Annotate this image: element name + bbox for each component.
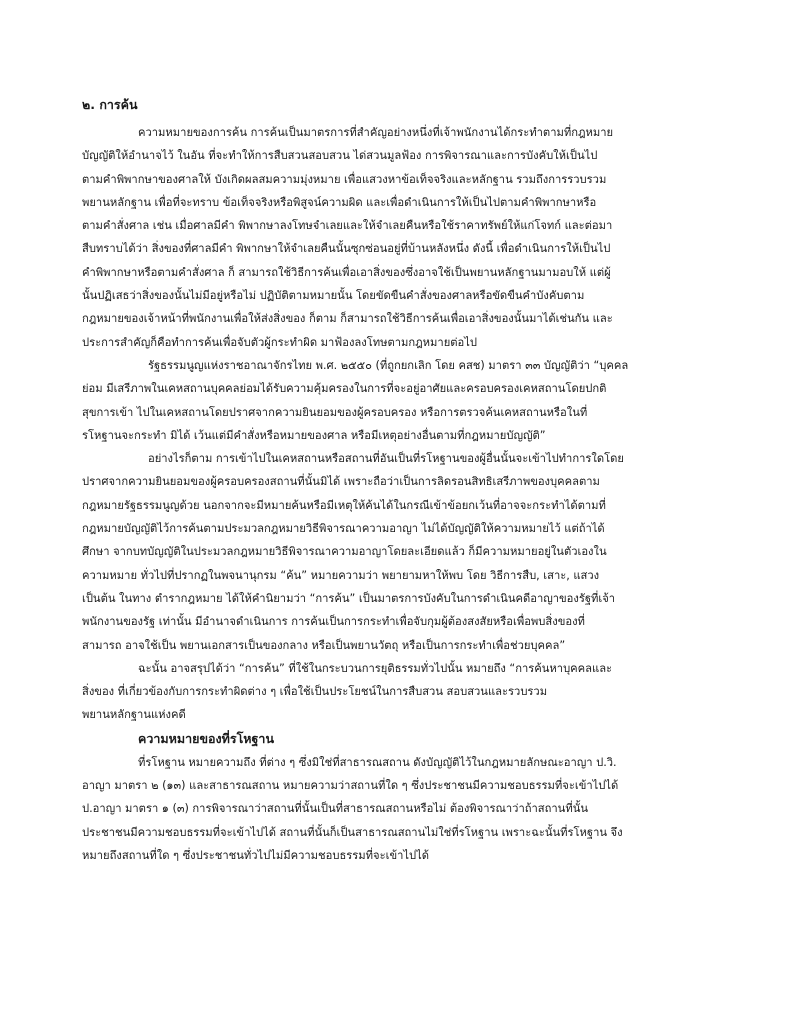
paragraph-line: สุขการเข้า ไปในเคหสถานโดยปราศจากความยินยอมของผู้ครอบครอง หรือการตรวจค้นเคหสถานหรือในที่ [82, 405, 588, 419]
paragraph-line: สืบทราบได้ว่า สิ่งของที่ศาลมีคำ พิพากษาให้จำเลยคืนนั้นซุกซ่อนอยู่ที่บ้านหลังหนึ่ง ดังนี้ เพื่อดำเนินการให้เป็นไป [82, 242, 611, 256]
paragraph-line: รโหฐานจะกระทำ มิได้ เว้นแต่มีคำสั่งหรือหมายของศาล หรือมีเหตุอย่างอื่นตามที่กฎหมายบัญญัติ” [82, 428, 546, 442]
final-paragraph-container [82, 751, 702, 867]
paragraph-line: พยานหลักฐานแห่งคดี [82, 708, 186, 722]
paragraph-line: หมายถึงสถานที่ใด ๆ ซึ่งประชาชนทั่วไปไม่มีความชอบธรรมที่จะเข้าไปได้ [82, 848, 429, 862]
subsection-heading: ความหมายของที่รโหฐาน [138, 730, 274, 746]
document-page [82, 95, 702, 867]
paragraph-line: ความหมาย ทั่วไปที่ปรากฏในพจนานุกรม “ค้น” หมายความว่า พยายามหาให้พบ โดย วิธีการสืบ, เสาะ, แสวง [82, 568, 600, 582]
paragraph-line: กฎหมายของเจ้าหน้าที่พนักงานเพื่อให้ส่งสิ่งของ ก็ตาม ก็สามารถใช้วิธีการค้นเพื่อเอาสิ่งของนั้นมาได้เช่นกัน และ [82, 312, 613, 326]
paragraph-line: รัฐธรรมนูญแห่งราชอาณาจักรไทย พ.ศ. ๒๕๕๐ (ที่ถูกยกเลิก โดย คสช) มาตรา ๓๓ บัญญัติว่า “บุคคล [148, 358, 629, 372]
paragraph-line: ที่รโหฐาน หมายความถึง ที่ต่าง ๆ ซึ่งมิใช่ที่สาธารณสถาน ดังบัญญัติไว้ในกฎหมายลักษณะอาญา ป.วิ. [138, 755, 617, 769]
paragraph-line: พยานหลักฐาน เพื่อที่จะทราบ ข้อเท็จจริงหรือพิสูจน์ความผิด และเพื่อดำเนินการให้เป็นไปตามคำพิพากษาหรือ [82, 195, 597, 209]
paragraph-line: สิ่งของ ที่เกี่ยวข้องกับการกระทำผิดต่าง ๆ เพื่อใช้เป็นประโยชน์ในการสืบสวน สอบสวนและรวบรวม [82, 685, 548, 699]
paragraph-line: พนักงานของรัฐ เท่านั้น มีอำนาจดำเนินการ การค้นเป็นการกระทำเพื่อจับกุมผู้ต้องสงสัยหรือเพื่อพบสิ่งของที่ [82, 615, 585, 629]
paragraph-line: ฉะนั้น อาจสรุปได้ว่า “การค้น” ที่ใช้ในกระบวนการยุติธรรมทั่วไปนั้น หมายถึง “การค้นหาบุคคลและ [138, 661, 613, 675]
paragraph [82, 657, 702, 727]
paragraph-line: ประการสำคัญก็คือทำการค้นเพื่อจับตัวผู้กระทำผิด มาฟ้องลงโทษตามกฎหมายต่อไป [82, 335, 477, 349]
paragraph-line: ประชาชนมีความชอบธรรมที่จะเข้าไปได้ สถานที่นั้นก็เป็นสาธารณสถานไม่ใช่ที่รโหฐาน เพราะฉะนั้นที่รโหฐาน จึง [82, 825, 623, 839]
paragraph-line: เป็นต้น ในทาง ตำรากฎหมาย ได้ให้คำนิยามว่า “การค้น” เป็นมาตรการบังคับในการดำเนินคดีอาญาของรัฐที่เจ้า [82, 591, 616, 605]
paragraph-line: บัญญัติให้อำนาจไว้ ในอัน ที่จะทำให้การสืบสวนสอบสวน ได่สวนมูลฟ้อง การพิจารณาและการบังคับให้เป็นไป [82, 149, 598, 163]
body-paragraphs [82, 121, 702, 727]
paragraph-line: ตามคำสั่งศาล เช่น เมื่อศาลมีคำ พิพากษาลงโทษจำเลยและให้จำเลยคืนหรือใช้ราคาทรัพย์ให้แก่โจทก์ และต่อมา [82, 219, 613, 233]
paragraph-line: กฎหมายรัฐธรรมนูญด้วย นอกจากจะมีหมายค้นหรือมีเหตุให้ค้นได้ในกรณีเข้าข้อยกเว้นที่อาจจะกระทำได้ตามที่ [82, 498, 606, 512]
final-paragraph [82, 751, 702, 867]
paragraph-line: ความหมายของการค้น การค้นเป็นมาตรการที่สำคัญอย่างหนึ่งที่เจ้าพนักงานได้กระทำตามที่กฎหมาย [138, 126, 614, 139]
paragraph-line: ตามคำพิพากษาของศาลให้ บังเกิดผลสมความมุ่งหมาย เพื่อแสวงหาข้อเท็จจริงและหลักฐาน รวมถึงการรวบรวม [82, 172, 607, 186]
paragraph-line: ย่อม มีเสรีภาพในเคหสถานบุคคลย่อมได้รับความคุ้มครองในการที่จะอยู่อาศัยและครอบครองเคหสถานโดยปกติ [82, 382, 607, 396]
paragraph-line: ปราศจากความยินยอมของผู้ครอบครองสถานที่นั้นมิได้ เพราะถือว่าเป็นการลิดรอนสิทธิเสรีภาพของบุคคลตาม [82, 475, 600, 489]
paragraph [82, 447, 702, 657]
paragraph [82, 354, 702, 447]
paragraph-line: ศึกษา จากบทบัญญัติในประมวลกฎหมายวิธีพิจารณาความอาญาโดยละเอียดแล้ว ก็มีความหมายอยู่ในตัวเองใน [82, 545, 607, 559]
paragraph-line: สามารถ อาจใช้เป็น พยานเอกสารเป็นของกลาง หรือเป็นพยานวัตถุ หรือเป็นการกระทำเพื่อช่วยบุคคล” [82, 638, 566, 652]
paragraph-line: อย่างไรก็ตาม การเข้าไปในเคหสถานหรือสถานที่อันเป็นที่รโหฐานของผู้อื่นนั้นจะเข้าไปทำการใดโดย [148, 452, 624, 466]
paragraph-line: คำพิพากษาหรือตามคำสั่งศาล ก็ สามารถใช้วิธีการค้นเพื่อเอาสิ่งของซึ่งอาจใช้เป็นพยานหลักฐานมามอบให้ แต่ผู้ [82, 265, 611, 279]
section-heading: ๒. การค้น [82, 97, 138, 112]
paragraph-line: กฎหมายบัญญัติไว้การค้นตามประมวลกฎหมายวิธีพิจารณาความอาญา ไม่ได้บัญญัติให้ความหมายไว้ แต่ถ้าได้ [82, 522, 605, 536]
paragraph-line: นั้นปฏิเสธว่าสิ่งของนั้นไม่มีอยู่หรือไม่ ปฏิบัติตามหมายนั้น โดยขัดขืนคำสั่งของศาลหรือขัดขืนคำบังคับตาม [82, 289, 585, 303]
paragraph [82, 121, 702, 354]
paragraph-line: อาญา มาตรา ๒ (๑๓) และสาธารณสถาน หมายความว่าสถานที่ใด ๆ ซึ่งประชาชนมีความชอบธรรมที่จะเข้าไปได้ [82, 779, 619, 793]
paragraph-line: ป.อาญา มาตรา ๑ (๓) การพิจารณาว่าสถานที่นั้นเป็นที่สาธารณสถานหรือไม่ ต้องพิจารณาว่าถ้าสถานที่นั้น [82, 802, 588, 816]
